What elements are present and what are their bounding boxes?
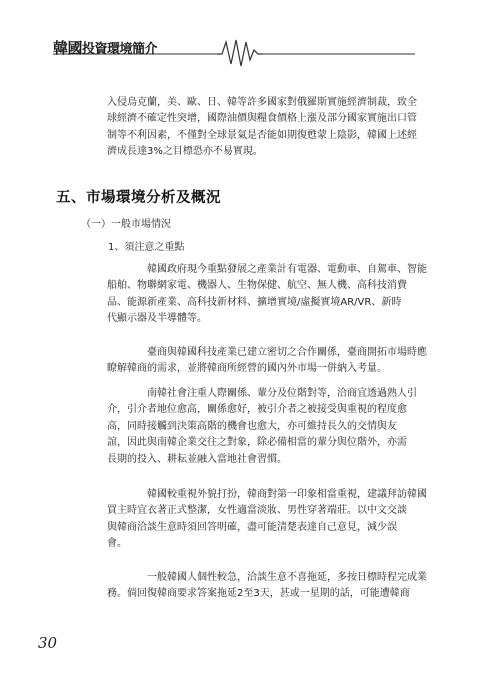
text-line: 船舶、物聯網家電、機器人、生物保健、航空、無人機、高科技消費 [107, 280, 407, 292]
text-line: 制等不利因素，不僅對全球景氣是否能如期復甦蒙上陰影，韓國上述經 [107, 129, 417, 141]
paragraph-appearance [107, 487, 427, 553]
item-heading: 1、須注意之重點 [108, 242, 185, 253]
text-line: 與韓商洽談生意時須回答明確，盡可能清楚表達自己意見，減少誤 [107, 521, 397, 533]
text-line: 濟成長達3%之目標恐亦不易實現。 [107, 146, 263, 158]
text-line: 買主時宜衣著正式整潔，女性適當淡妝、男性穿著端莊。以中文交談 [107, 505, 407, 517]
header-title-sub: 投資環境簡介 [82, 42, 158, 57]
text-line: 誼，因此與南韓企業交往之對象，除必備相當的輩分與位階外，亦需 [107, 437, 407, 449]
text-line: 南韓社會注重人際關係、輩分及位階對等，洽商宜透過熟人引 [147, 388, 417, 399]
text-line: 球經濟不確定性突增，國際油價與糧食價格上漲及部分國家實施出口管 [107, 113, 417, 125]
text-line: 韓國政府現今重點發展之產業計有電器、電動車、自駕車、智能 [147, 264, 427, 275]
running-header [0, 0, 480, 80]
text-line: 臺商與韓國科技產業已建立密切之合作關係，臺商開拓市場時應 [147, 347, 427, 358]
paragraph-personality [107, 570, 427, 603]
text-line: 高，同時接觸到決策高階的機會也愈大，亦可維持長久的交情與友 [107, 420, 397, 432]
subsection-heading: （一）一般市場情況 [81, 219, 171, 230]
text-line: 品、能源新產業、高科技新材料、擴增實境/虛擬實境AR/VR、新時 [107, 296, 402, 308]
text-line: 代顯示器及半導體等。 [107, 313, 207, 325]
text-line: 瞭解韓商的需求，並將韓商所經營的國內外市場一併納入考量。 [107, 363, 387, 375]
intro-paragraph [107, 95, 417, 161]
text-line: 務。倘回復韓商要求答案拖延2至3天，甚或一星期的話，可能遭韓商 [107, 588, 410, 600]
page-number: 30 [38, 634, 58, 652]
paragraph-cooperation [107, 345, 427, 378]
text-line: 一般韓國人個性較急，洽談生意不喜拖延，多按日標時程完成業 [147, 572, 427, 583]
text-line: 入侵烏克蘭，美、歐、日、韓等許多國家對俄羅斯實施經濟制裁，致全 [107, 97, 417, 108]
header-title [53, 37, 157, 58]
text-line: 介，引介者地位愈高，關係愈好，被引介者之被接受與重視的程度愈 [107, 404, 407, 416]
text-line: 會。 [107, 538, 127, 550]
header-title-main: 韓國 [53, 39, 83, 57]
text-line: 韓國較重視外貌打扮，韓商對第一印象相當重視，建議拜訪韓國 [147, 489, 427, 500]
section-heading: 五、市場環境分析及概況 [56, 189, 221, 206]
text-line: 長期的投入、耕耘並融入當地社會習慣。 [107, 453, 287, 465]
paragraph-relationships [107, 386, 417, 468]
paragraph-industries [107, 262, 427, 328]
